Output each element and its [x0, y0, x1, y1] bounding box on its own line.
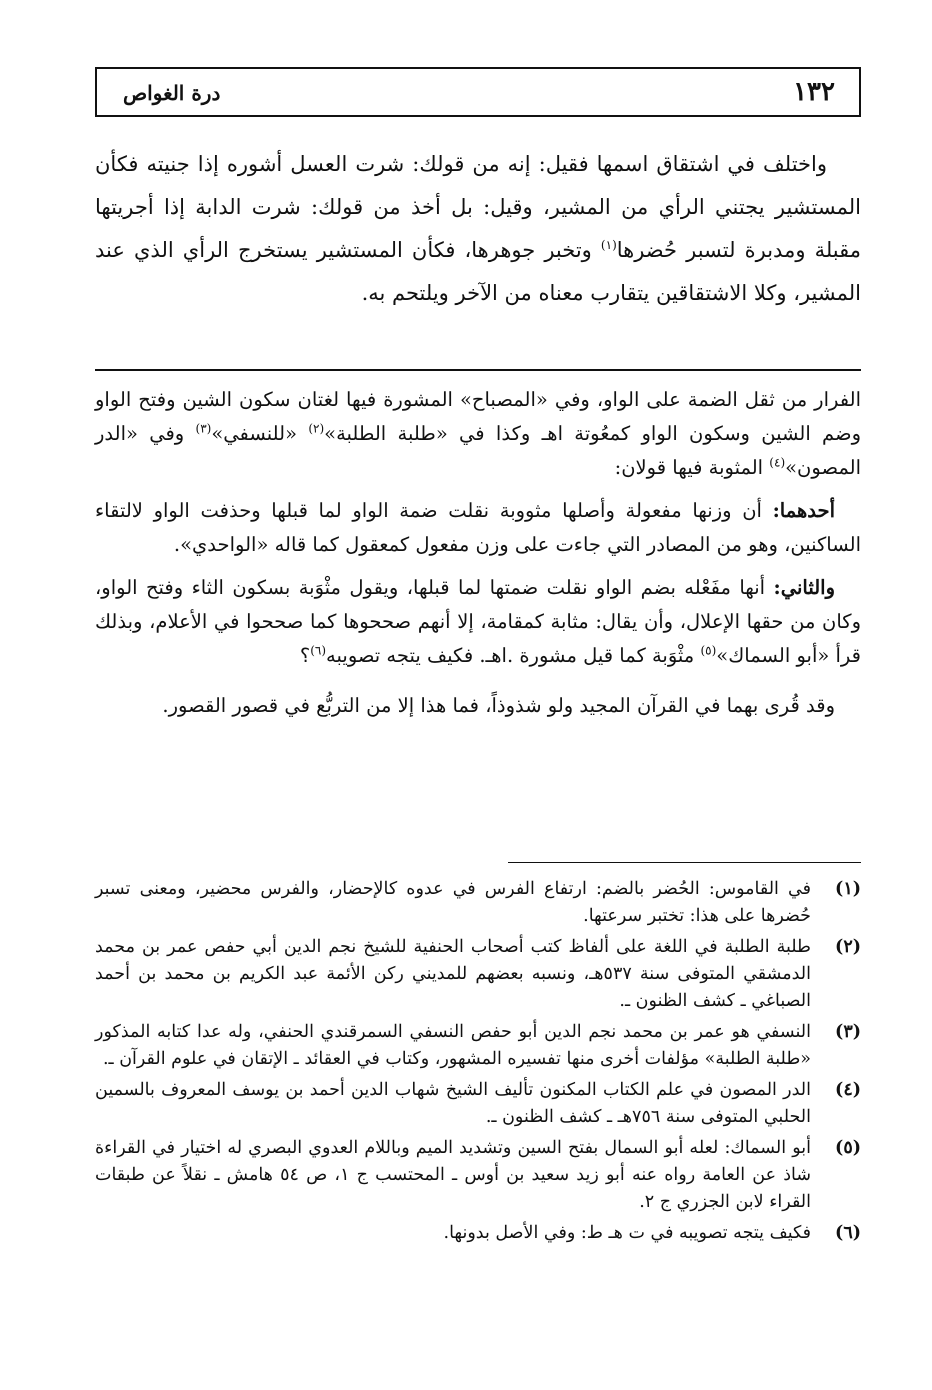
commentary-paragraph-3: والثاني: أنها مفَعْله بضم الواو نقلت ضمتها لما قبلها، ويقول مثْوَبة بسكون الثاء وفتح الواو، وكان من حقها الإعلال، وأن يقال: مثابة كمقامة، إلا أنهم صححوها كما صححوا في الأعلام، وبذلك قرأ «أبو السماك»$^{(٥)}$ مثْوَبة كما قيل مشورة .اهـ. فكيف يتجه تصويبه$^{(٦)}$؟	[95, 576, 861, 667]
footnote-item	[95, 1135, 861, 1216]
footnote-number: (٦)	[835, 1223, 861, 1243]
page-header	[95, 67, 861, 117]
footnote-ref-3[interactable]: (٣)	[195, 421, 212, 436]
footnote-number: (٣)	[835, 1022, 861, 1042]
commentary-paragraph-4: وقد قُرى بهما في القرآن المجيد ولو شذوذاً، فما هذا إلا من التربُّع في قصور القصور.	[162, 694, 835, 717]
footnote-item	[95, 1220, 861, 1247]
page-number: ١٣٢	[793, 77, 835, 107]
book-title: درة الغواص	[123, 81, 221, 105]
footnote-ref-5[interactable]: (٥)	[700, 643, 717, 658]
footnote-number: (٤)	[835, 1080, 861, 1100]
footnote-text: النسفي هو عمر بن محمد نجم الدين أبو حفص النسفي السمرقندي الحنفي، وله عدا كتابه المذكور «طلبة الطلبة» مؤلفات أخرى منها تفسيره المشهور، وكتاب في العقائد ـ الإتقان في علوم القرآن ـ.	[95, 1022, 811, 1069]
footnotes-divider	[508, 862, 861, 863]
footnote-ref-1[interactable]: (١)	[600, 238, 617, 252]
footnote-text: فكيف يتجه تصويبه في ت هـ ط: وفي الأصل بدونها.	[443, 1223, 811, 1243]
commentary-paragraph-1: الفرار من ثقل الضمة على الواو، وفي «المصباح» المشورة فيها لغتان سكون الشين وفتح الواو وضم الشين وسكون الواو كمعُوتة اهـ وكذا في «طلبة الطلبة»$^{(٢)}$ «للنسفي»$^{(٣)}$ وفي «الدر المصون»$^{(٤)}$ المثوبة فيها قولان:	[95, 388, 861, 479]
commentary-paragraph-2: أحدهما: أن وزنها مفعولة وأصلها مثووبة نقلت ضمة الواو لما قبلها وحذفت الواو لالتقاء الساكنين، وهو من المصادر التي جاءت على وزن مفعول كمعقول كما قاله «الواحدي».	[95, 499, 861, 556]
footnote-ref-2[interactable]: (٢)	[308, 421, 325, 436]
second-opinion-label: والثاني:	[773, 576, 835, 599]
main-text-divider	[95, 369, 861, 371]
footnote-text: الدر المصون في علم الكتاب المكنون تأليف الشيخ شهاب الدين أحمد بن يوسف المعروف بالسمين الحلبي المتوفى سنة ٧٥٦هـ ـ كشف الظنون ـ.	[95, 1080, 811, 1127]
footnote-number: (٢)	[835, 937, 861, 957]
footnote-ref-4[interactable]: (٤)	[769, 455, 786, 470]
main-paragraph: واختلف في اشتقاق اسمها فقيل: إنه من قولك: شرت العسل أشوره إذا جنيته فكأن المستشير يجتني الرأي من المشير، وقيل: بل أخذ من قولك: شرت الدابة إذا أجريتها مقبلة ومدبرة لتسبر حُضرها$^{(١)}$ وتخبر جوهرها، فكأن المستشير يستخرج الرأي الذي عند المشير، وكلا الاشتقاقين يتقارب معناه من الآخر ويلتحم به.	[95, 152, 861, 305]
first-opinion-label: أحدهما:	[772, 499, 835, 522]
footnote-item	[95, 1077, 861, 1131]
footnote-number: (١)	[835, 879, 861, 899]
footnote-item	[95, 876, 861, 930]
footnote-number: (٥)	[835, 1138, 861, 1158]
footnote-item	[95, 934, 861, 1015]
footnotes-list	[95, 876, 861, 1251]
commentary-block	[95, 383, 861, 732]
footnote-item	[95, 1019, 861, 1073]
footnote-text: أبو السماك: لعله أبو السمال بفتح السين وتشديد الميم وباللام العدوي البصري له اختيار في القراءة شاذ عن العامة رواه عنه أبو زيد سعيد بن أوس ـ المحتسب ج ١، ص ٥٤ هامش ـ نقلاً عن طبقات القراء لابن الجزري ج ٢.	[95, 1138, 811, 1212]
footnote-text: في القاموس: الحُضر بالضم: ارتفاع الفرس في عدوه كالإحضار، والفرس محضير، ومعنى تسبر حُضرها على هذا: تختبر سرعتها.	[95, 879, 811, 926]
footnote-ref-6[interactable]: (٦)	[310, 643, 327, 658]
main-text-block	[95, 143, 861, 315]
footnote-text: طلبة الطلبة في اللغة على ألفاظ كتب أصحاب الحنفية للشيخ نجم الدين أبي حفص عمر بن محمد الدمشقي المتوفى سنة ٥٣٧هـ، ونسبه بعضهم للمديني ركن الأئمة عبد الكريم بن محمد بن أحمد الصباغي ـ كشف الظنون ـ.	[95, 937, 812, 1011]
